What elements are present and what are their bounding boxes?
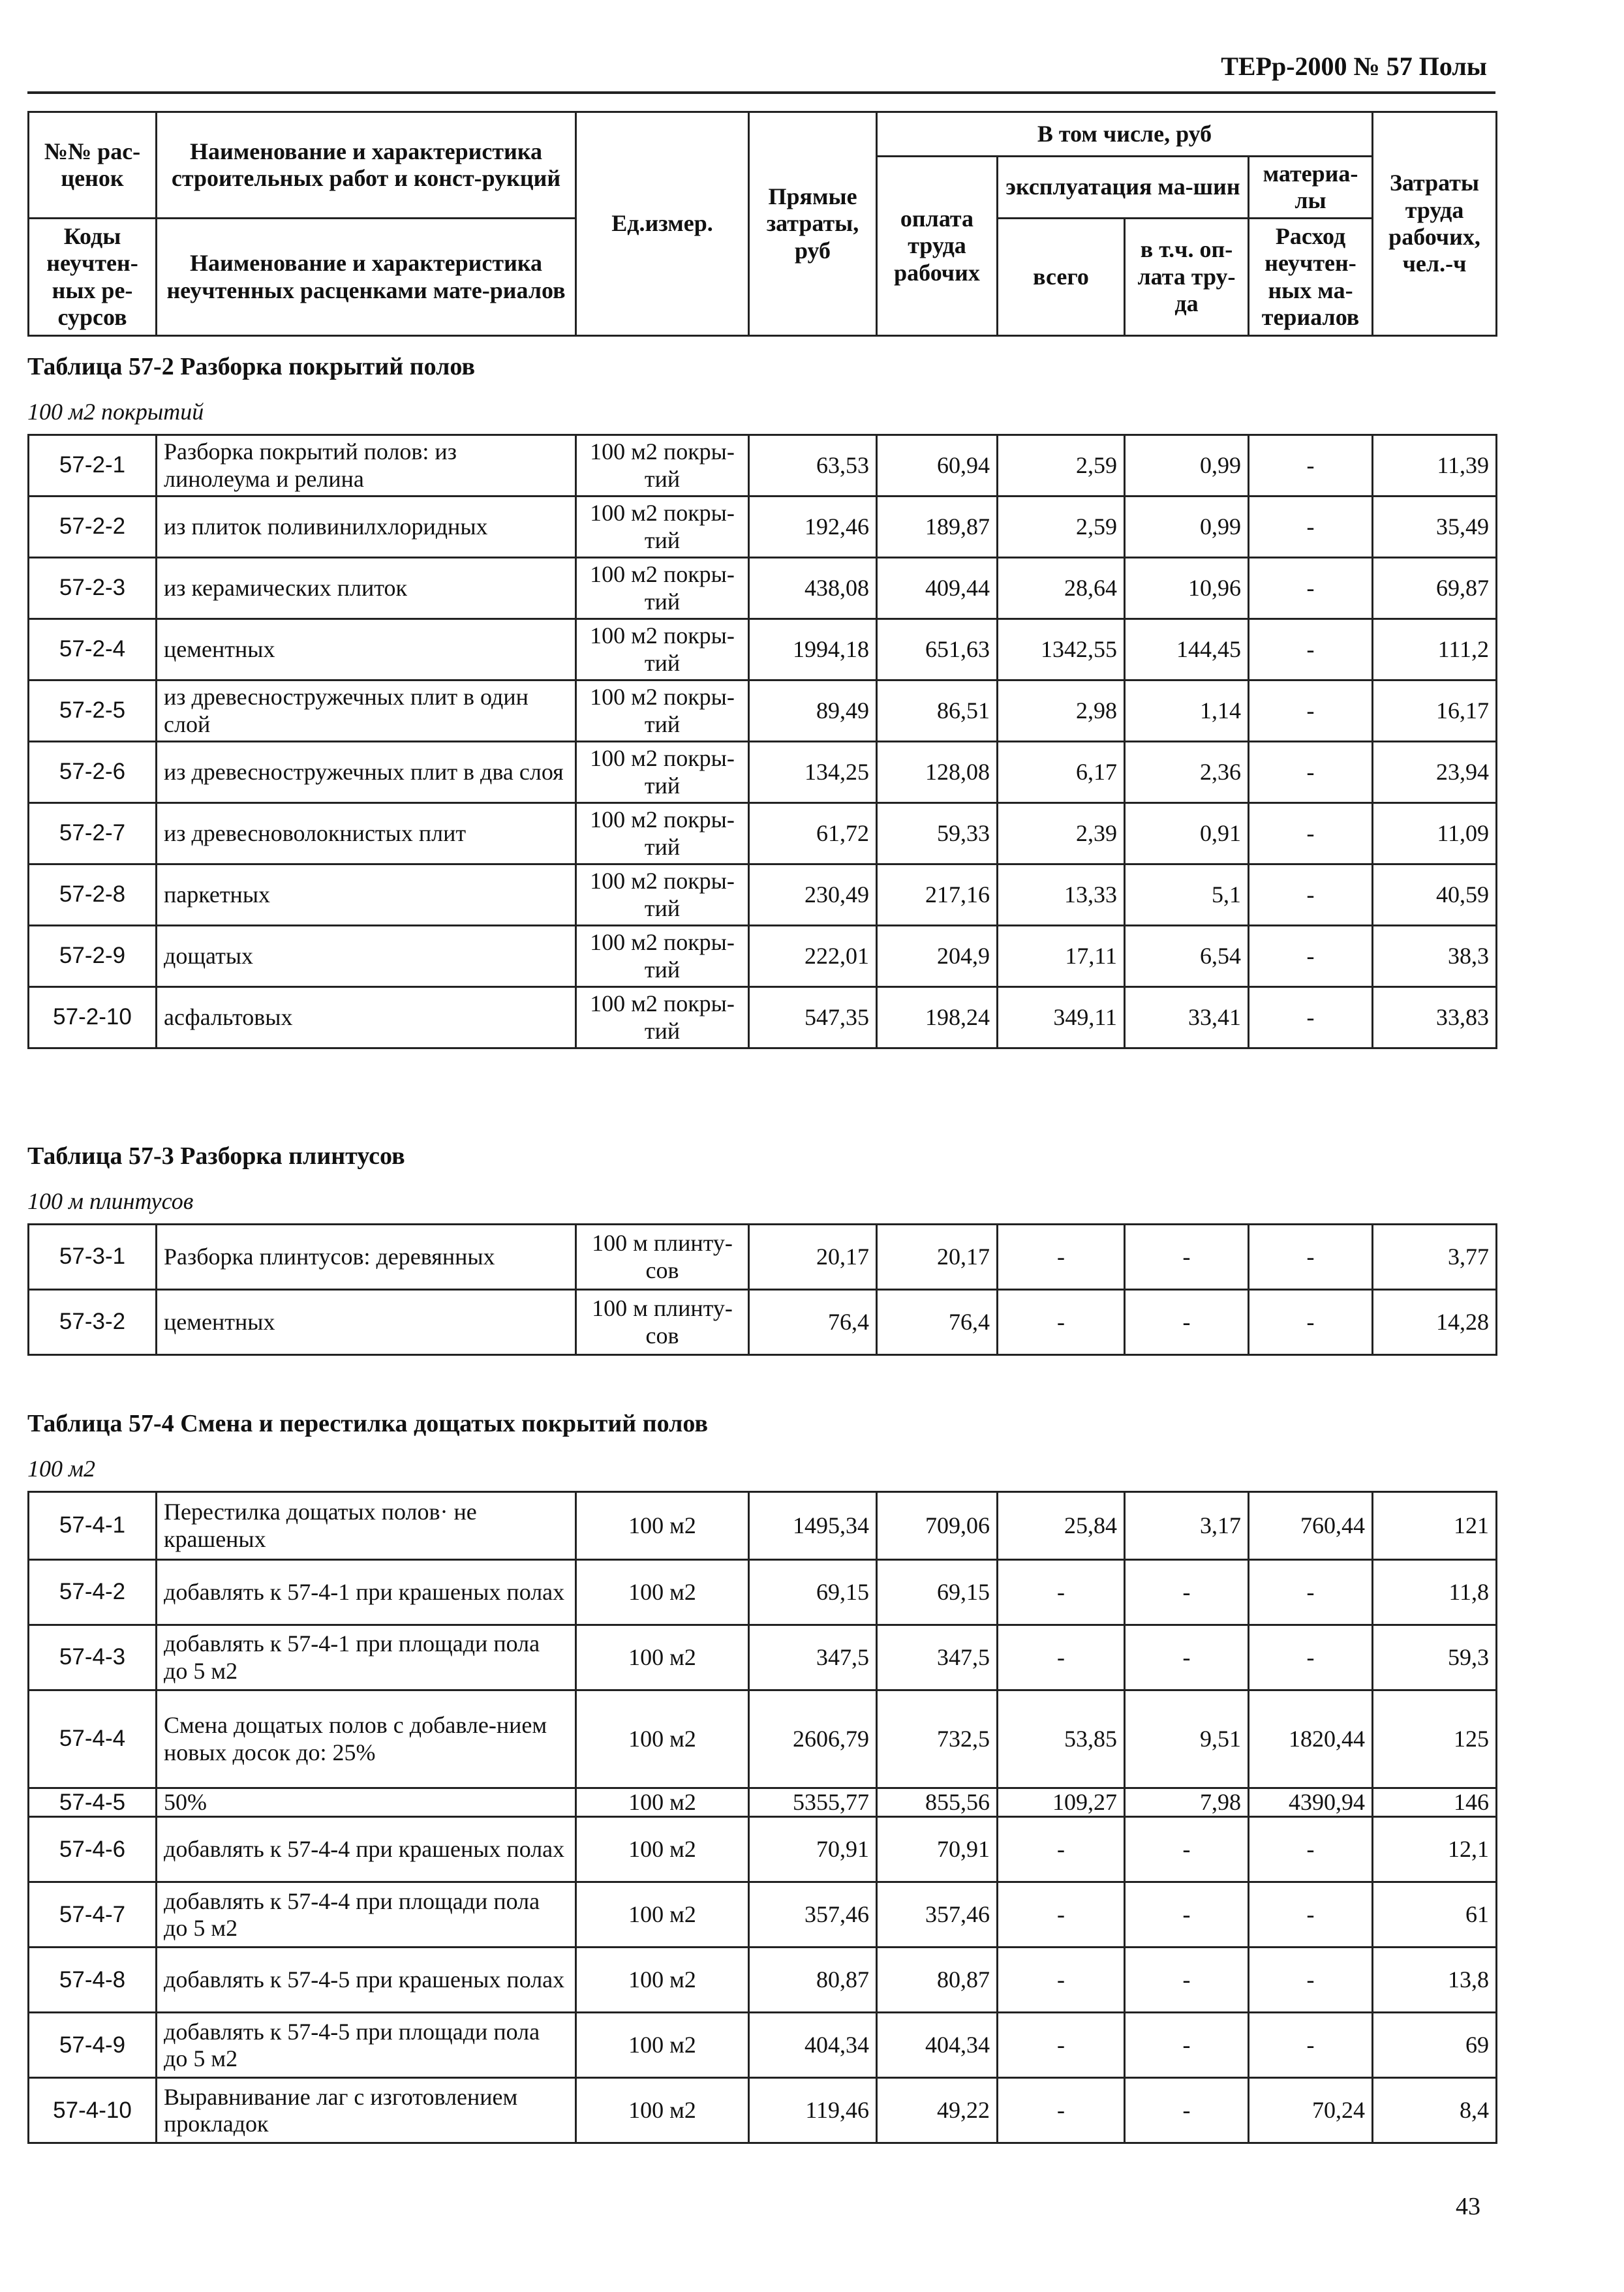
cell-machines-total: 349,11 [998,987,1125,1048]
cell-unit: 100 м2 покры-тий [576,742,749,803]
cell-work-name: добавлять к 57-4-1 при площади пола до 5 м2 [157,1625,576,1690]
header-unit: Ед.измер. [576,112,749,336]
cell-unit: 100 м2 покры-тий [576,864,749,926]
table-57-2-unit: 100 м2 покрытий [27,399,204,425]
cell-work-name: добавлять к 57-4-5 при крашеных полах [157,1948,576,2013]
cell-unit: 100 м2 [576,1882,749,1948]
cell-rate-code: 57-4-9 [29,2013,157,2078]
cell-wage-cost: 59,33 [877,803,998,864]
cell-rate-code: 57-2-4 [29,619,157,680]
table-row [29,1817,1497,1882]
table-row [29,1290,1497,1355]
cell-work-name: из древесноволокнистых плит [157,803,576,864]
cell-machines-wage: 1,14 [1125,680,1249,742]
cell-direct-costs: 69,15 [749,1560,877,1625]
cell-machines-total: 13,33 [998,864,1125,926]
cell-machines-total: 6,17 [998,742,1125,803]
cell-labor-cost: 16,17 [1373,680,1497,742]
cell-unit: 100 м2 [576,1817,749,1882]
cell-direct-costs: 5355,77 [749,1788,877,1817]
cell-materials: - [1249,987,1373,1048]
cell-materials: - [1249,1225,1373,1290]
cell-materials: - [1249,926,1373,987]
cell-labor-cost: 69,87 [1373,558,1497,619]
cell-materials: 70,24 [1249,2078,1373,2143]
cell-machines-wage: 33,41 [1125,987,1249,1048]
cell-machines-total: 25,84 [998,1492,1125,1560]
cell-wage-cost: 709,06 [877,1492,998,1560]
cell-machines-total: 2,59 [998,435,1125,497]
column-header-table [27,111,1497,337]
cell-labor-cost: 23,94 [1373,742,1497,803]
cell-work-name: из плиток поливинилхлоридных [157,497,576,558]
cell-wage-cost: 189,87 [877,497,998,558]
cell-materials: - [1249,1882,1373,1948]
cell-work-name: асфальтовых [157,987,576,1048]
cell-machines-wage: 0,99 [1125,435,1249,497]
cell-work-name: Разборка плинтусов: деревянных [157,1225,576,1290]
table-row [29,435,1497,497]
header-direct-costs: Прямые затраты, руб [749,112,877,336]
cell-direct-costs: 119,46 [749,2078,877,2143]
cell-unit: 100 м2 покры-тий [576,803,749,864]
cell-work-name: паркетных [157,864,576,926]
cell-labor-cost: 111,2 [1373,619,1497,680]
cell-machines-wage: 7,98 [1125,1788,1249,1817]
table-row [29,619,1497,680]
cell-unit: 100 м2 [576,1625,749,1690]
cell-work-name: добавлять к 57-4-5 при площади пола до 5 м2 [157,2013,576,2078]
cell-machines-total: - [998,1290,1125,1355]
cell-materials: - [1249,680,1373,742]
cell-wage-cost: 69,15 [877,1560,998,1625]
cell-unit: 100 м2 покры-тий [576,987,749,1048]
cell-direct-costs: 76,4 [749,1290,877,1355]
cell-work-name: из керамических плиток [157,558,576,619]
header-machines-total: всего [998,219,1125,336]
running-head: ТЕРр-2000 № 57 Полы [1221,52,1487,81]
cell-machines-total: 53,85 [998,1690,1125,1788]
cell-materials: 760,44 [1249,1492,1373,1560]
cell-machines-wage: - [1125,2078,1249,2143]
table-row [29,1788,1497,1817]
cell-materials: - [1249,1290,1373,1355]
cell-wage-cost: 855,56 [877,1788,998,1817]
cell-machines-total: 1342,55 [998,619,1125,680]
cell-rate-code: 57-2-10 [29,987,157,1048]
table-row [29,803,1497,864]
cell-unit: 100 м2 [576,1560,749,1625]
cell-machines-total: 2,39 [998,803,1125,864]
cell-direct-costs: 347,5 [749,1625,877,1690]
cell-machines-wage: - [1125,1882,1249,1948]
cell-wage-cost: 409,44 [877,558,998,619]
cell-work-name: из древесностружечных плит в один слой [157,680,576,742]
cell-unit: 100 м2 покры-тий [576,497,749,558]
cell-materials: - [1249,803,1373,864]
cell-wage-cost: 357,46 [877,1882,998,1948]
cell-rate-code: 57-2-1 [29,435,157,497]
cell-materials: - [1249,742,1373,803]
cell-labor-cost: 146 [1373,1788,1497,1817]
cell-work-name: добавлять к 57-4-1 при крашеных полах [157,1560,576,1625]
cell-machines-total: - [998,1225,1125,1290]
cell-direct-costs: 357,46 [749,1882,877,1948]
cell-machines-total: 17,11 [998,926,1125,987]
cell-unit: 100 м2 покры-тий [576,435,749,497]
cell-rate-code: 57-2-9 [29,926,157,987]
cell-wage-cost: 49,22 [877,2078,998,2143]
table-57-4-unit: 100 м2 [27,1456,95,1482]
cell-rate-code: 57-4-3 [29,1625,157,1690]
table-57-2-title: Таблица 57-2 Разборка покрытий полов [27,353,475,380]
cell-machines-wage: 3,17 [1125,1492,1249,1560]
cell-rate-code: 57-3-1 [29,1225,157,1290]
cell-wage-cost: 651,63 [877,619,998,680]
table-57-3-title: Таблица 57-3 Разборка плинтусов [27,1142,405,1170]
cell-machines-total: - [998,1882,1125,1948]
cell-wage-cost: 217,16 [877,864,998,926]
cell-unit: 100 м2 [576,2013,749,2078]
cell-machines-wage: - [1125,1290,1249,1355]
cell-wage-cost: 198,24 [877,987,998,1048]
table-row [29,987,1497,1048]
header-including: В том числе, руб [877,112,1373,157]
cell-wage-cost: 732,5 [877,1690,998,1788]
cell-machines-wage: - [1125,1948,1249,2013]
cell-materials: - [1249,2013,1373,2078]
cell-labor-cost: 14,28 [1373,1290,1497,1355]
cell-rate-code: 57-4-1 [29,1492,157,1560]
cell-machines-total: - [998,1948,1125,2013]
cell-unit: 100 м2 покры-тий [576,680,749,742]
table-row [29,1690,1497,1788]
cell-machines-wage: - [1125,1817,1249,1882]
cell-wage-cost: 404,34 [877,2013,998,2078]
table-row [29,1625,1497,1690]
cell-machines-wage: 0,91 [1125,803,1249,864]
cell-materials: - [1249,1560,1373,1625]
cell-materials: - [1249,1625,1373,1690]
cell-work-name: 50% [157,1788,576,1817]
cell-rate-code: 57-4-8 [29,1948,157,2013]
table-57-2 [27,434,1497,1049]
cell-rate-code: 57-4-10 [29,2078,157,2143]
cell-materials: - [1249,497,1373,558]
cell-rate-code: 57-2-3 [29,558,157,619]
cell-labor-cost: 13,8 [1373,1948,1497,2013]
cell-labor-cost: 35,49 [1373,497,1497,558]
cell-wage-cost: 20,17 [877,1225,998,1290]
cell-unit: 100 м2 [576,1492,749,1560]
cell-work-name: Перестилка дощатых полов· не крашеных [157,1492,576,1560]
cell-materials: - [1249,864,1373,926]
cell-machines-total: - [998,2078,1125,2143]
header-machines: эксплуатация ма-шин [998,157,1249,219]
cell-work-name: цементных [157,619,576,680]
cell-machines-wage: 0,99 [1125,497,1249,558]
cell-machines-total: 2,98 [998,680,1125,742]
table-row [29,558,1497,619]
cell-rate-code: 57-2-2 [29,497,157,558]
table-row [29,742,1497,803]
cell-unit: 100 м2 [576,1948,749,2013]
cell-rate-code: 57-4-2 [29,1560,157,1625]
cell-rate-code: 57-4-7 [29,1882,157,1948]
cell-rate-code: 57-2-5 [29,680,157,742]
cell-machines-wage: 5,1 [1125,864,1249,926]
cell-work-name: добавлять к 57-4-4 при крашеных полах [157,1817,576,1882]
header-rule [27,91,1495,94]
table-row [29,926,1497,987]
cell-materials: - [1249,1817,1373,1882]
cell-work-name: Смена дощатых полов с добавле-нием новых досок до: 25% [157,1690,576,1788]
cell-work-name: цементных [157,1290,576,1355]
cell-direct-costs: 61,72 [749,803,877,864]
cell-unit: 100 м2 покры-тий [576,619,749,680]
table-row [29,1948,1497,2013]
cell-rate-code: 57-2-6 [29,742,157,803]
table-57-3 [27,1223,1497,1356]
cell-rate-code: 57-4-4 [29,1690,157,1788]
table-row [29,1560,1497,1625]
page-number: 43 [1456,2193,1480,2220]
cell-labor-cost: 33,83 [1373,987,1497,1048]
cell-direct-costs: 222,01 [749,926,877,987]
cell-rate-code: 57-2-7 [29,803,157,864]
cell-labor-cost: 12,1 [1373,1817,1497,1882]
cell-machines-wage: 144,45 [1125,619,1249,680]
cell-machines-total: - [998,1625,1125,1690]
table-row [29,2078,1497,2143]
header-name-top: Наименование и характеристика строительных работ и конст-рукций [157,112,576,219]
cell-wage-cost: 128,08 [877,742,998,803]
cell-direct-costs: 89,49 [749,680,877,742]
cell-unit: 100 м плинту-сов [576,1290,749,1355]
cell-direct-costs: 20,17 [749,1225,877,1290]
cell-unit: 100 м2 покры-тий [576,926,749,987]
cell-materials: - [1249,1948,1373,2013]
table-row [29,1225,1497,1290]
cell-wage-cost: 76,4 [877,1290,998,1355]
cell-work-name: Выравнивание лаг с изготовлением прокладок [157,2078,576,2143]
cell-labor-cost: 121 [1373,1492,1497,1560]
cell-machines-wage: 2,36 [1125,742,1249,803]
cell-labor-cost: 69 [1373,2013,1497,2078]
cell-materials: - [1249,435,1373,497]
table-row [29,1882,1497,1948]
cell-direct-costs: 1495,34 [749,1492,877,1560]
table-57-3-unit: 100 м плинтусов [27,1188,194,1214]
cell-wage-cost: 70,91 [877,1817,998,1882]
cell-direct-costs: 1994,18 [749,619,877,680]
cell-direct-costs: 2606,79 [749,1690,877,1788]
cell-unit: 100 м2 [576,1690,749,1788]
table-row [29,680,1497,742]
cell-unit: 100 м плинту-сов [576,1225,749,1290]
cell-materials: 4390,94 [1249,1788,1373,1817]
header-wage: оплата труда рабочих [877,157,998,336]
cell-unit: 100 м2 [576,2078,749,2143]
cell-machines-total: - [998,1817,1125,1882]
cell-wage-cost: 204,9 [877,926,998,987]
cell-work-name: Разборка покрытий полов: из линолеума и релина [157,435,576,497]
header-name-bottom: Наименование и характеристика неучтенных расценками мате-риалов [157,219,576,336]
cell-labor-cost: 11,09 [1373,803,1497,864]
cell-direct-costs: 80,87 [749,1948,877,2013]
cell-labor-cost: 3,77 [1373,1225,1497,1290]
table-57-4-title: Таблица 57-4 Смена и перестилка дощатых покрытий полов [27,1410,708,1437]
cell-wage-cost: 80,87 [877,1948,998,2013]
cell-rate-code: 57-2-8 [29,864,157,926]
cell-direct-costs: 192,46 [749,497,877,558]
table-row [29,497,1497,558]
table-row [29,2013,1497,2078]
cell-rate-code: 57-4-6 [29,1817,157,1882]
cell-direct-costs: 438,08 [749,558,877,619]
cell-labor-cost: 11,39 [1373,435,1497,497]
cell-direct-costs: 547,35 [749,987,877,1048]
table-row [29,1492,1497,1560]
cell-wage-cost: 86,51 [877,680,998,742]
cell-materials: 1820,44 [1249,1690,1373,1788]
header-code-top: №№ рас-ценок [29,112,157,219]
cell-work-name: добавлять к 57-4-4 при площади пола до 5 м2 [157,1882,576,1948]
cell-work-name: из древесностружечных плит в два слоя [157,742,576,803]
cell-materials: - [1249,558,1373,619]
cell-direct-costs: 70,91 [749,1817,877,1882]
cell-wage-cost: 347,5 [877,1625,998,1690]
cell-work-name: дощатых [157,926,576,987]
header-materials-top: материа-лы [1249,157,1373,219]
table-row [29,864,1497,926]
cell-machines-wage: 6,54 [1125,926,1249,987]
cell-machines-wage: - [1125,2013,1249,2078]
cell-direct-costs: 404,34 [749,2013,877,2078]
cell-rate-code: 57-3-2 [29,1290,157,1355]
cell-machines-wage: - [1125,1625,1249,1690]
cell-labor-cost: 11,8 [1373,1560,1497,1625]
cell-labor-cost: 40,59 [1373,864,1497,926]
cell-machines-total: 109,27 [998,1788,1125,1817]
cell-labor-cost: 38,3 [1373,926,1497,987]
cell-machines-total: 2,59 [998,497,1125,558]
cell-wage-cost: 60,94 [877,435,998,497]
cell-unit: 100 м2 покры-тий [576,558,749,619]
header-materials-bottom: Расход неучтен-ных ма-териалов [1249,219,1373,336]
header-code-bottom: Коды неучтен-ных ре-сурсов [29,219,157,336]
cell-direct-costs: 63,53 [749,435,877,497]
cell-machines-wage: - [1125,1225,1249,1290]
cell-machines-wage: 9,51 [1125,1690,1249,1788]
cell-machines-wage: - [1125,1560,1249,1625]
cell-direct-costs: 230,49 [749,864,877,926]
cell-rate-code: 57-4-5 [29,1788,157,1817]
cell-materials: - [1249,619,1373,680]
cell-labor-cost: 8,4 [1373,2078,1497,2143]
header-machines-wage: в т.ч. оп-лата тру-да [1125,219,1249,336]
cell-machines-total: 28,64 [998,558,1125,619]
cell-direct-costs: 134,25 [749,742,877,803]
cell-labor-cost: 125 [1373,1690,1497,1788]
header-labor: Затраты труда рабочих, чел.-ч [1373,112,1497,336]
cell-labor-cost: 61 [1373,1882,1497,1948]
cell-machines-total: - [998,2013,1125,2078]
table-57-4 [27,1491,1497,2144]
cell-unit: 100 м2 [576,1788,749,1817]
cell-labor-cost: 59,3 [1373,1625,1497,1690]
cell-machines-total: - [998,1560,1125,1625]
cell-machines-wage: 10,96 [1125,558,1249,619]
